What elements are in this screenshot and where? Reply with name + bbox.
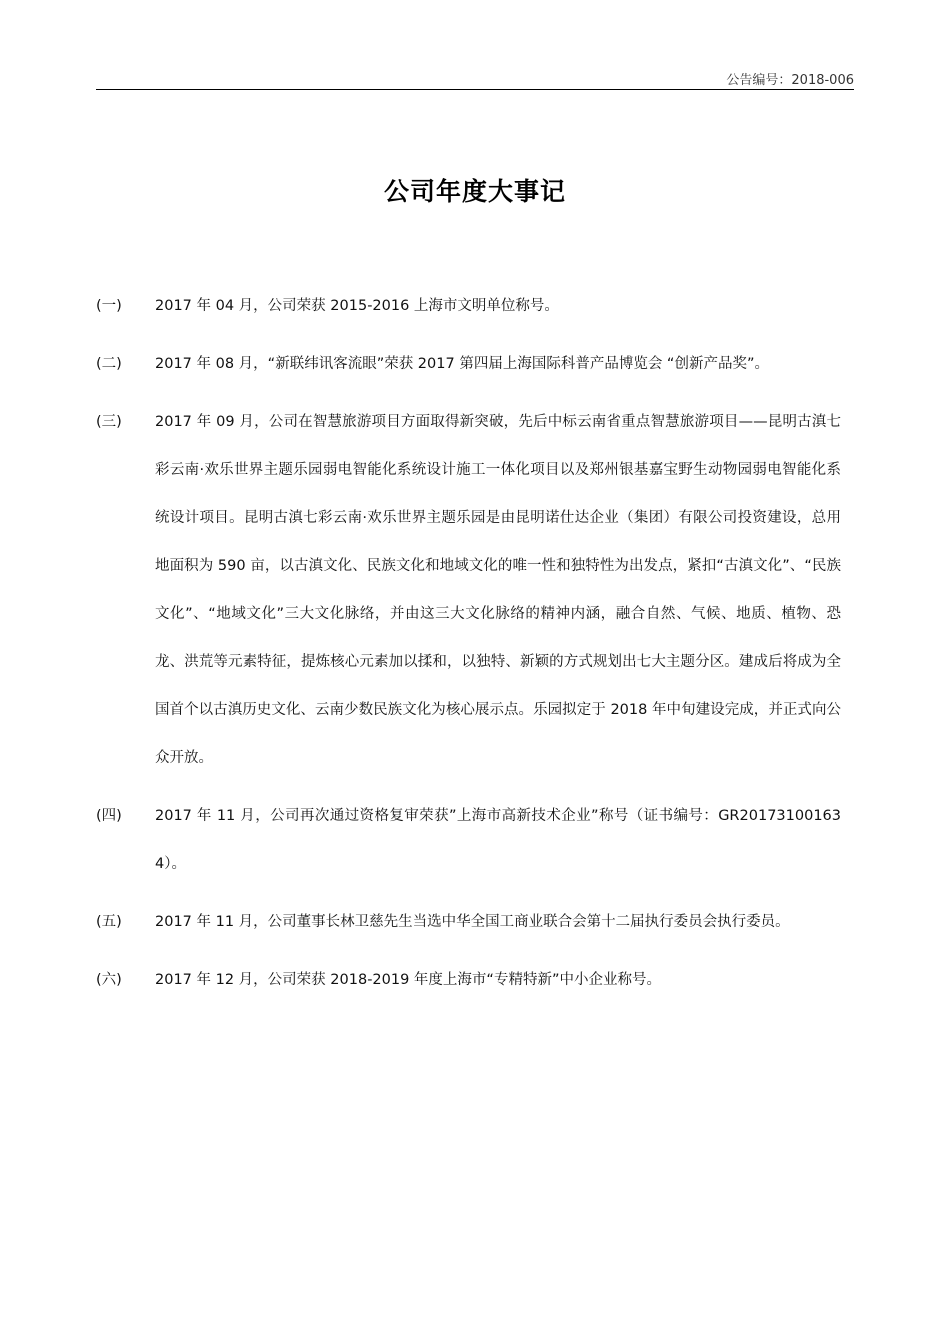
event-item xyxy=(96,282,841,330)
event-text: 2017 年 04 月，公司荣获 2015-2016 上海市文明单位称号。 xyxy=(155,298,559,314)
event-text: 2017 年 09 月，公司在智慧旅游项目方面取得新突破，先后中标云南省重点智慧旅游项目——昆明古滇七彩云南·欢乐世界主题乐园弱电智能化系统设计施工一体化项目以及郑州银基嘉宝野生动物园弱电智能化系统设计项目。昆明古滇七彩云南·欢乐世界主题乐园是由昆明诺仕达企业（集团）有限公司投资建设，总用地面积为 590 亩，以古滇文化、民族文化和地域文化的唯一性和独特性为出发点，紧扣“古滇文化”、“民族文化”、“地域文化”三大文化脉络，并由这三大文化脉络的精神内涵，融合自然、气候、地质、植物、恐龙、洪荒等元素特征，提炼核心元素加以揉和，以独特、新颖的方式规划出七大主题分区。建成后将成为全国首个以古滇历史文化、云南少数民族文化为核心展示点。乐园拟定于 2018 年中旬建设完成，并正式向公众开放。 xyxy=(155,414,841,766)
event-list xyxy=(96,282,841,1014)
event-text: 2017 年 08 月，“新联纬讯客流眼”荣获 2017 第四届上海国际科普产品博览会 “创新产品奖”。 xyxy=(155,356,769,372)
event-item xyxy=(96,956,841,1004)
event-marker: (五) xyxy=(96,914,122,930)
event-marker: (三) xyxy=(96,414,122,430)
event-text: 2017 年 11 月，公司董事长林卫慈先生当选中华全国工商业联合会第十二届执行委员会执行委员。 xyxy=(155,914,790,930)
event-item xyxy=(96,340,841,388)
event-marker: (二) xyxy=(96,356,122,372)
page-title: 公司年度大事记 xyxy=(383,177,566,206)
event-item xyxy=(96,398,841,782)
event-text: 2017 年 12 月，公司荣获 2018-2019 年度上海市“专精特新”中小企业称号。 xyxy=(155,972,661,988)
event-marker: (一) xyxy=(96,298,122,314)
header-divider xyxy=(96,89,854,90)
event-item xyxy=(96,898,841,946)
announcement-code: 公告编号：2018-006 xyxy=(726,73,854,88)
event-marker: (六) xyxy=(96,972,122,988)
event-marker: (四) xyxy=(96,808,122,824)
event-text: 2017 年 11 月，公司再次通过资格复审荣获”上海市高新技术企业”称号（证书编号：GR201731001634）。 xyxy=(155,808,841,872)
event-item xyxy=(96,792,841,888)
